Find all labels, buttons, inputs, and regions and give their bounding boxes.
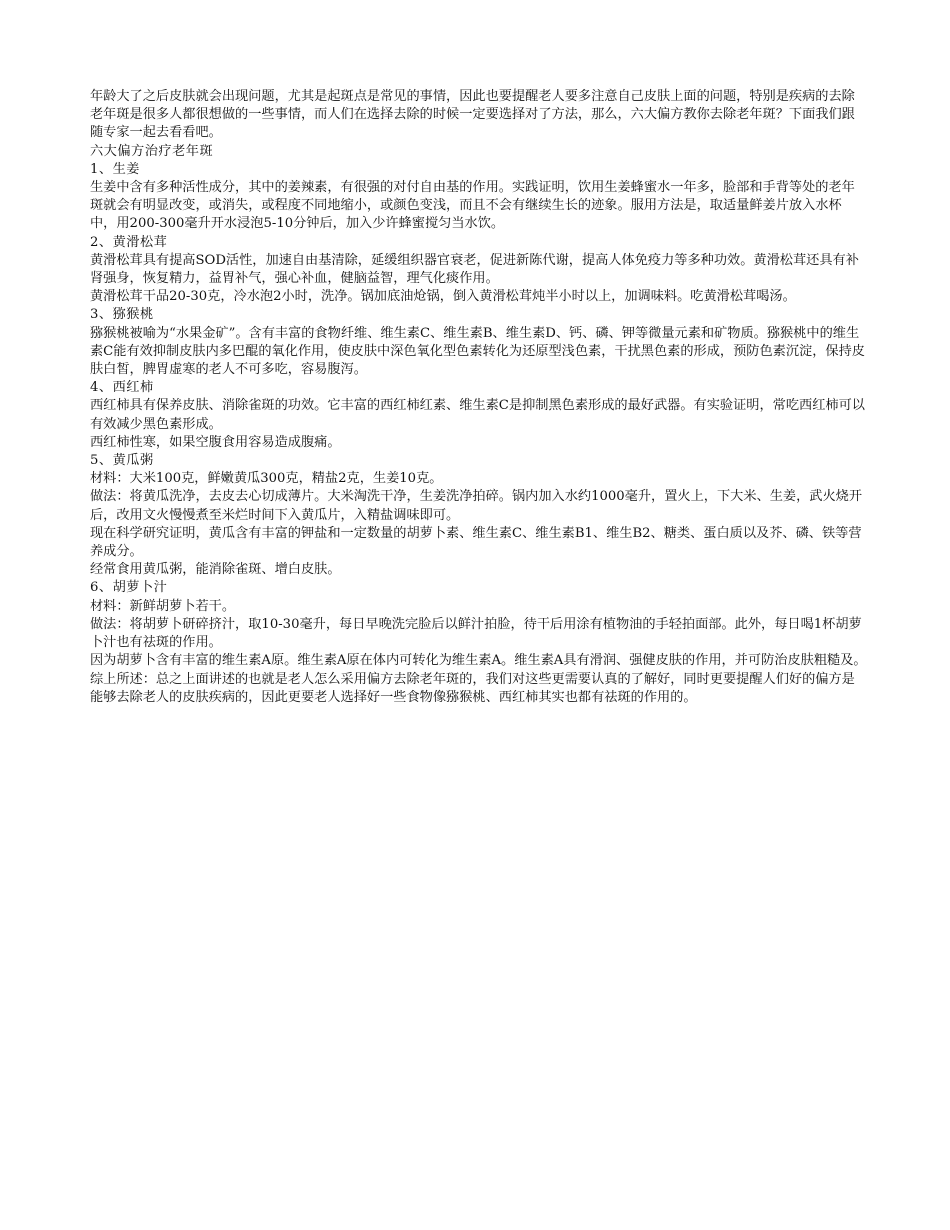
remedy-heading-matsutake: 2、黄滑松茸: [90, 234, 168, 250]
summary-paragraph: 综上所述：总之上面讲述的也就是老人怎么采用偏方去除老年斑的，我们对这些更需要认真的了解好，同时更要提醒人们好的偏方是能够去除老人的皮肤疾病的，因此更要老人选择好一些食物像猕猴桃、西红柿其实也都有祛斑的作用的。: [90, 671, 855, 705]
cucumber-method: 做法：将黄瓜洗净，去皮去心切成薄片。大米淘洗干净，生姜洗净拍碎。锅内加入水约1000毫升，置火上，下大米、生姜，武火烧开后，改用文火慢慢煮至米烂时间下入黄瓜片，入精盐调味即可。: [90, 489, 863, 523]
intro-paragraph: 年龄大了之后皮肤就会出现问题，尤其是起斑点是常见的事情，因此也要提醒老人要多注意自己皮肤上面的问题，特别是疾病的去除老年斑是很多人都很想做的一些事情，而人们在选择去除的时候一定要选择对了方法，那么，六大偏方教你去除老年斑？下面我们跟随专家一起去看看吧。: [90, 89, 855, 141]
section-title: 六大偏方治疗老年斑: [90, 143, 214, 159]
remedy-heading-ginger: 1、生姜: [90, 161, 140, 177]
document-body: [90, 88, 868, 707]
cucumber-benefit: 经常食用黄瓜粥，能消除雀斑、增白皮肤。: [90, 562, 341, 578]
carrot-vitamin-a: 因为胡萝卜含有丰富的维生素A原。维生素A原在体内可转化为维生素A。维生素A具有滑润、强健皮肤的作用，并可防治皮肤粗糙及。: [90, 653, 867, 669]
remedy-heading-cucumber-porridge: 5、黄瓜粥: [90, 453, 154, 469]
remedy-heading-kiwi: 3、猕猴桃: [90, 307, 154, 323]
cucumber-research: 现在科学研究证明，黄瓜含有丰富的钾盐和一定数量的胡萝卜素、维生素C、维生素B1、维生B2、糖类、蛋白质以及芥、磷、铁等营养成分。: [90, 525, 862, 560]
ginger-paragraph: 生姜中含有多种活性成分，其中的姜辣素，有很强的对付自由基的作用。实践证明，饮用生姜蜂蜜水一年多，脸部和手背等处的老年斑就会有明显改变，或消失，或程度不同地缩小，或颜色变浅，而且不会有继续生长的迹象。服用方法是，取适量鲜姜片放入水杯中，用200-300毫升开水浸泡5-10分钟后，加入少许蜂蜜搅匀当水饮。: [90, 180, 855, 232]
remedy-heading-tomato: 4、西红柿: [90, 380, 154, 396]
cucumber-ingredients: 材料：大米100克，鲜嫩黄瓜300克，精盐2克，生姜10克。: [90, 471, 443, 487]
matsutake-paragraph-1: 黄滑松茸具有提高SOD活性，加速自由基清除，延缓组织器官衰老，促进新陈代谢，提高人体免疫力等多种功效。黄滑松茸还具有补肾强身，恢复精力，益胃补气，强心补血，健脑益智，理气化痰作用。: [90, 252, 859, 287]
matsutake-paragraph-2: 黄滑松茸干品20-30克，冷水泡2小时，洗净。锅加底油炝锅，倒入黄滑松茸炖半小时以上，加调味料。吃黄滑松茸喝汤。: [90, 289, 796, 305]
tomato-paragraph-1: 西红柿具有保养皮肤、消除雀斑的功效。它丰富的西红柿红素、维生素C是抑制黑色素形成的最好武器。有实验证明，常吃西红柿可以有效减少黑色素形成。: [90, 398, 865, 432]
remedy-heading-carrot-juice: 6、胡萝卜汁: [90, 580, 168, 596]
kiwi-paragraph: 猕猴桃被喻为“水果金矿”。含有丰富的食物纤维、维生素C、维生素B、维生素D、钙、磷、钾等微量元素和矿物质。猕猴桃中的维生素C能有效抑制皮肤内多巴醌的氧化作用，使皮肤中深色氧化型色素转化为还原型浅色素，干扰黑色素的形成，预防色素沉淀，保持皮肤白皙，脾胃虚寒的老人不可多吃，容易腹泻。: [90, 325, 865, 378]
tomato-paragraph-2: 西红柿性寒，如果空腹食用容易造成腹痛。: [90, 434, 341, 450]
carrot-ingredients: 材料：新鲜胡萝卜若干。: [90, 598, 236, 614]
carrot-method: 做法：将胡萝卜研碎挤汁，取10-30毫升，每日早晚洗完脸后以鲜汁拍脸，待干后用涂有植物油的手轻拍面部。此外，每日喝1杯胡萝卜汁也有祛斑的作用。: [90, 616, 862, 651]
